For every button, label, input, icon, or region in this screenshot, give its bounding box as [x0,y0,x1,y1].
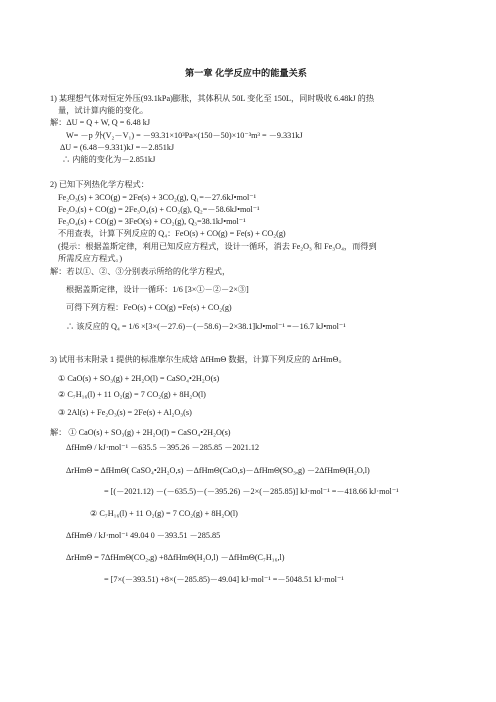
q1-text-line2: 量，试计算内能的变化。 [58,106,149,115]
q3-solution2-equation: ② C₇H₁₆(l) + 11 O₂(g) = 7 CO₂(g) + 8H₂O(l) [90,509,238,518]
q1-text-line1: 1) 某理想气体对恒定外压(93.1kPa)膨胀，其体积从 50L 变化至 150L，同时吸收 6.48kJ 的热 [50,94,375,103]
q2-hint-line2: 所需反应方程式。) [58,254,123,263]
q2-solution-line2: 根据盖斯定律，设计一循环：1/6 [3×①－②－2×③] [66,285,249,294]
q3-solution2-result: = [7×(－393.51) +8×(－285.85)－49.04] kJ·mol⁻¹ =－5048.51 kJ·mol⁻¹ [104,575,344,584]
q3-reaction-1: ① CaO(s) + SO₃(g) + 2H₂O(l) = CaSO₄•2H₂O(s) [58,374,220,383]
q2-equation-3: Fe₃O₄(s) + CO(g) = 3FeO(s) + CO₂(g), Q₃=38.1kJ•mol⁻¹ [58,217,246,226]
q3-text: 3) 试用书末附录 1 提供的标准摩尔生成焓 ΔfHmΘ 数据，计算下列反应的 ΔrHmΘ。 [50,355,347,364]
q3-solution1-formula: ΔrHmΘ = ΔfHmΘ( CaSO₄•2H₂O,s) －ΔfHmΘ(CaO,s)－ΔfHmΘ(SO₃,g) －2ΔfHmΘ(H₂O,l) [66,466,370,475]
chapter-title: 第一章 化学反应中的能量关系 [185,68,307,78]
q3-solution2-formula: ΔrHmΘ = 7ΔfHmΘ(CO₂,g) +8ΔfHmΘ(H₂O,l) －ΔfHmΘ(C₇H₁₆,l) [66,553,285,562]
q3-solution1-equation: 解： ① CaO(s) + SO₃(g) + 2H₂O(l) = CaSO₄•2H₂O(s) [50,428,231,437]
q2-hint-line1: (提示：根据盖斯定律，利用已知反应方程式，设计一循环，消去 Fe₂O₃ 和 Fe₃O₄，而得到 [58,242,377,251]
q2-equation-2: Fe₂O₃(s) + CO(g) = 2Fe₃O₄(s) + CO₂(g), Q₂=－58.6kJ•mol⁻¹ [58,205,260,214]
q3-reaction-2: ② C₇H₁₆(l) + 11 O₂(g) = 7 CO₂(g) + 8H₂O(l) [58,390,206,399]
q2-question: 不用查表，计算下列反应的 Q₄：FeO(s) + CO(g) = Fe(s) + CO₂(g) [58,229,286,238]
q2-solution-line3: 可得下列方程：FeO(s) + CO(g) =Fe(s) + CO₂(g) [66,303,232,312]
q3-reaction-3: ③ 2Al(s) + Fe₂O₃(s) = 2Fe(s) + Al₂O₃(s) [58,408,192,417]
q3-solution1-values: ΔfHmΘ / kJ·mol⁻¹ －635.5 －395.26 －285.85 －2021.12 [66,443,260,452]
q3-solution2-values: ΔfHmΘ / kJ·mol⁻¹ 49.04 0 －393.51 －285.85 [66,531,221,540]
q2-solution-line4: ∴ 该反应的 Q₄ = 1/6 ×[3×(－27.6)－(－58.6)－2×38.1]kJ•mol⁻¹ =－16.7 kJ•mol⁻¹ [66,322,346,331]
q1-solution-line3: ΔU = (6.48－9.331)kJ =－2.851kJ [60,143,175,152]
q1-solution-line4: ∴ 内能的变化为－2.851kJ [62,155,156,164]
q1-solution-line1: 解：ΔU = Q + W, Q = 6.48 kJ [50,118,151,127]
q2-text: 2) 已知下列热化学方程式： [50,180,149,189]
q2-equation-1: Fe₂O₃(s) + 3CO(g) = 2Fe(s) + 3CO₂(g), Q₁=－27.6kJ•mol⁻¹ [58,193,257,202]
q2-solution-line1: 解：若以①、②、③分别表示所给的化学方程式， [50,267,231,276]
q3-solution1-result: = [(－2021.12) －(－635.5)－(－395.26) －2×(－285.85)] kJ·mol⁻¹ =－418.66 kJ·mol⁻¹ [104,487,399,496]
q1-solution-line2: W= －p 外(V₂－V₁) = －93.31×10³Pa×(150－50)×10⁻³m³ = －9.331kJ [66,131,303,140]
